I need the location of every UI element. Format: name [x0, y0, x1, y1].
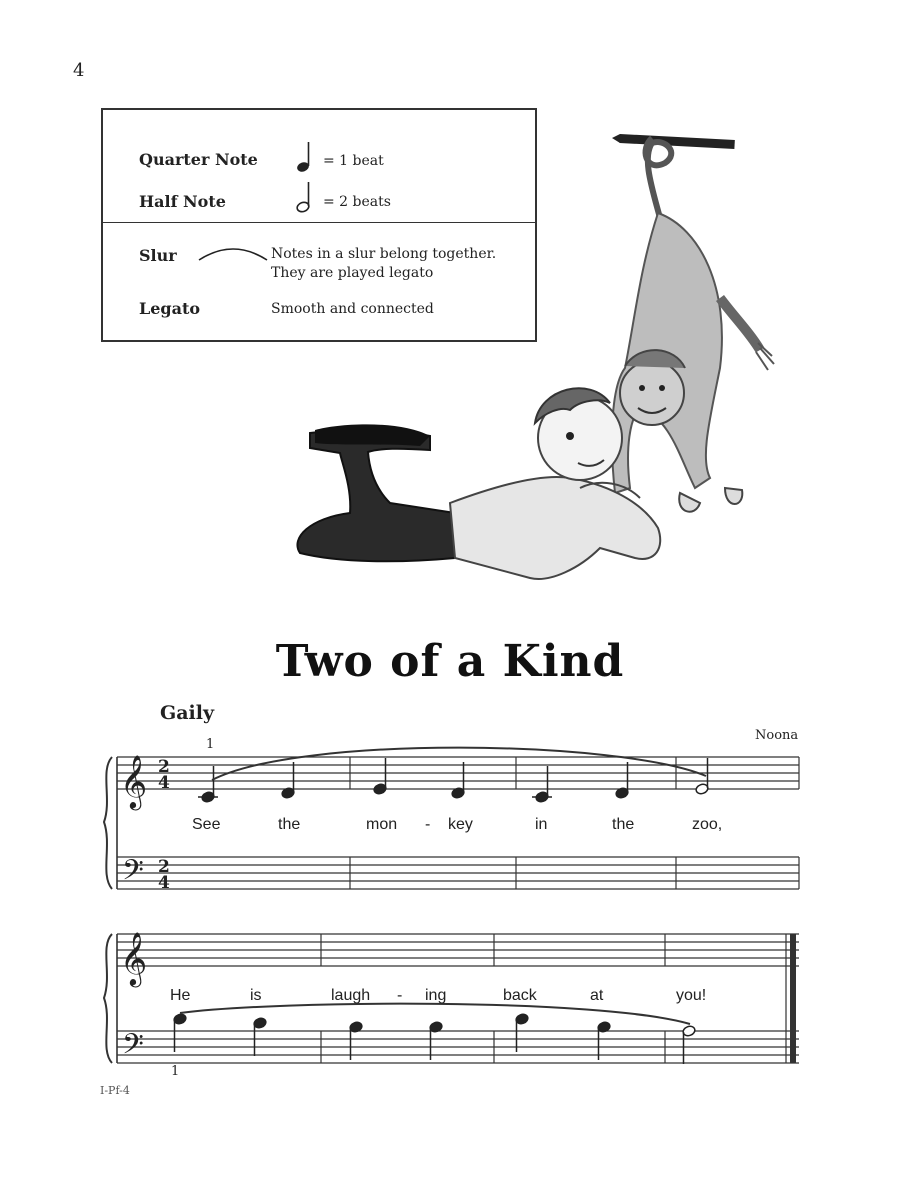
lyric-syllable: mon	[366, 816, 398, 833]
legato-definition: Smooth and connected	[271, 301, 434, 317]
treble-clef-icon: 𝄞	[120, 931, 148, 985]
quarter-note-value: = 1 beat	[323, 153, 384, 169]
lyric-syllable: you!	[676, 987, 707, 1004]
legato-label: Legato	[139, 299, 201, 318]
lyric-syllable: zoo,	[692, 816, 723, 833]
lyric-hyphen: -	[425, 816, 431, 833]
composer-name: Noona	[755, 728, 799, 743]
system2-bass-staff	[117, 1031, 799, 1063]
lyric-syllable: the	[612, 816, 635, 833]
lyric-syllable: laugh	[331, 987, 371, 1004]
lyric-syllable: See	[192, 816, 221, 833]
system1-bass-staff	[117, 857, 799, 889]
lyric-syllable: back	[503, 987, 537, 1004]
half-note-value: = 2 beats	[323, 194, 391, 210]
lyric-syllable: in	[535, 816, 548, 833]
half-note-label: Half Note	[139, 192, 226, 211]
system1-slur	[212, 748, 706, 780]
footer-code: I-Pf-4	[100, 1084, 130, 1097]
tempo-marking: Gaily	[160, 702, 215, 724]
quarter-note-label: Quarter Note	[139, 150, 258, 169]
lyric-syllable: key	[448, 816, 473, 833]
system2-notes	[173, 1013, 696, 1064]
fingering-number: 1	[171, 1064, 180, 1079]
time-sig-bottom: 4	[158, 873, 170, 893]
slur-definition-line2: They are played legato	[271, 265, 434, 281]
treble-clef-icon: 𝄞	[120, 754, 148, 808]
bass-clef-icon: 𝄢	[122, 1028, 144, 1068]
time-sig-top: 2	[158, 857, 170, 877]
song-title: Two of a Kind	[275, 636, 625, 687]
bass-clef-icon: 𝄢	[122, 854, 144, 894]
time-sig-top: 2	[158, 757, 170, 777]
system2-treble-staff	[117, 934, 799, 966]
lyric-syllable: the	[278, 816, 301, 833]
lyric-syllable: He	[170, 987, 191, 1004]
page-number: 4	[73, 60, 85, 81]
fingering-number: 1	[206, 737, 215, 752]
slur-definition-line1: Notes in a slur belong together.	[271, 246, 497, 262]
time-sig-bottom: 4	[158, 773, 170, 793]
slur-label: Slur	[139, 246, 177, 265]
lyric-syllable: ing	[425, 987, 447, 1004]
lyric-hyphen: -	[397, 987, 403, 1004]
lyric-syllable: at	[590, 987, 604, 1004]
lyric-syllable: is	[250, 987, 262, 1004]
